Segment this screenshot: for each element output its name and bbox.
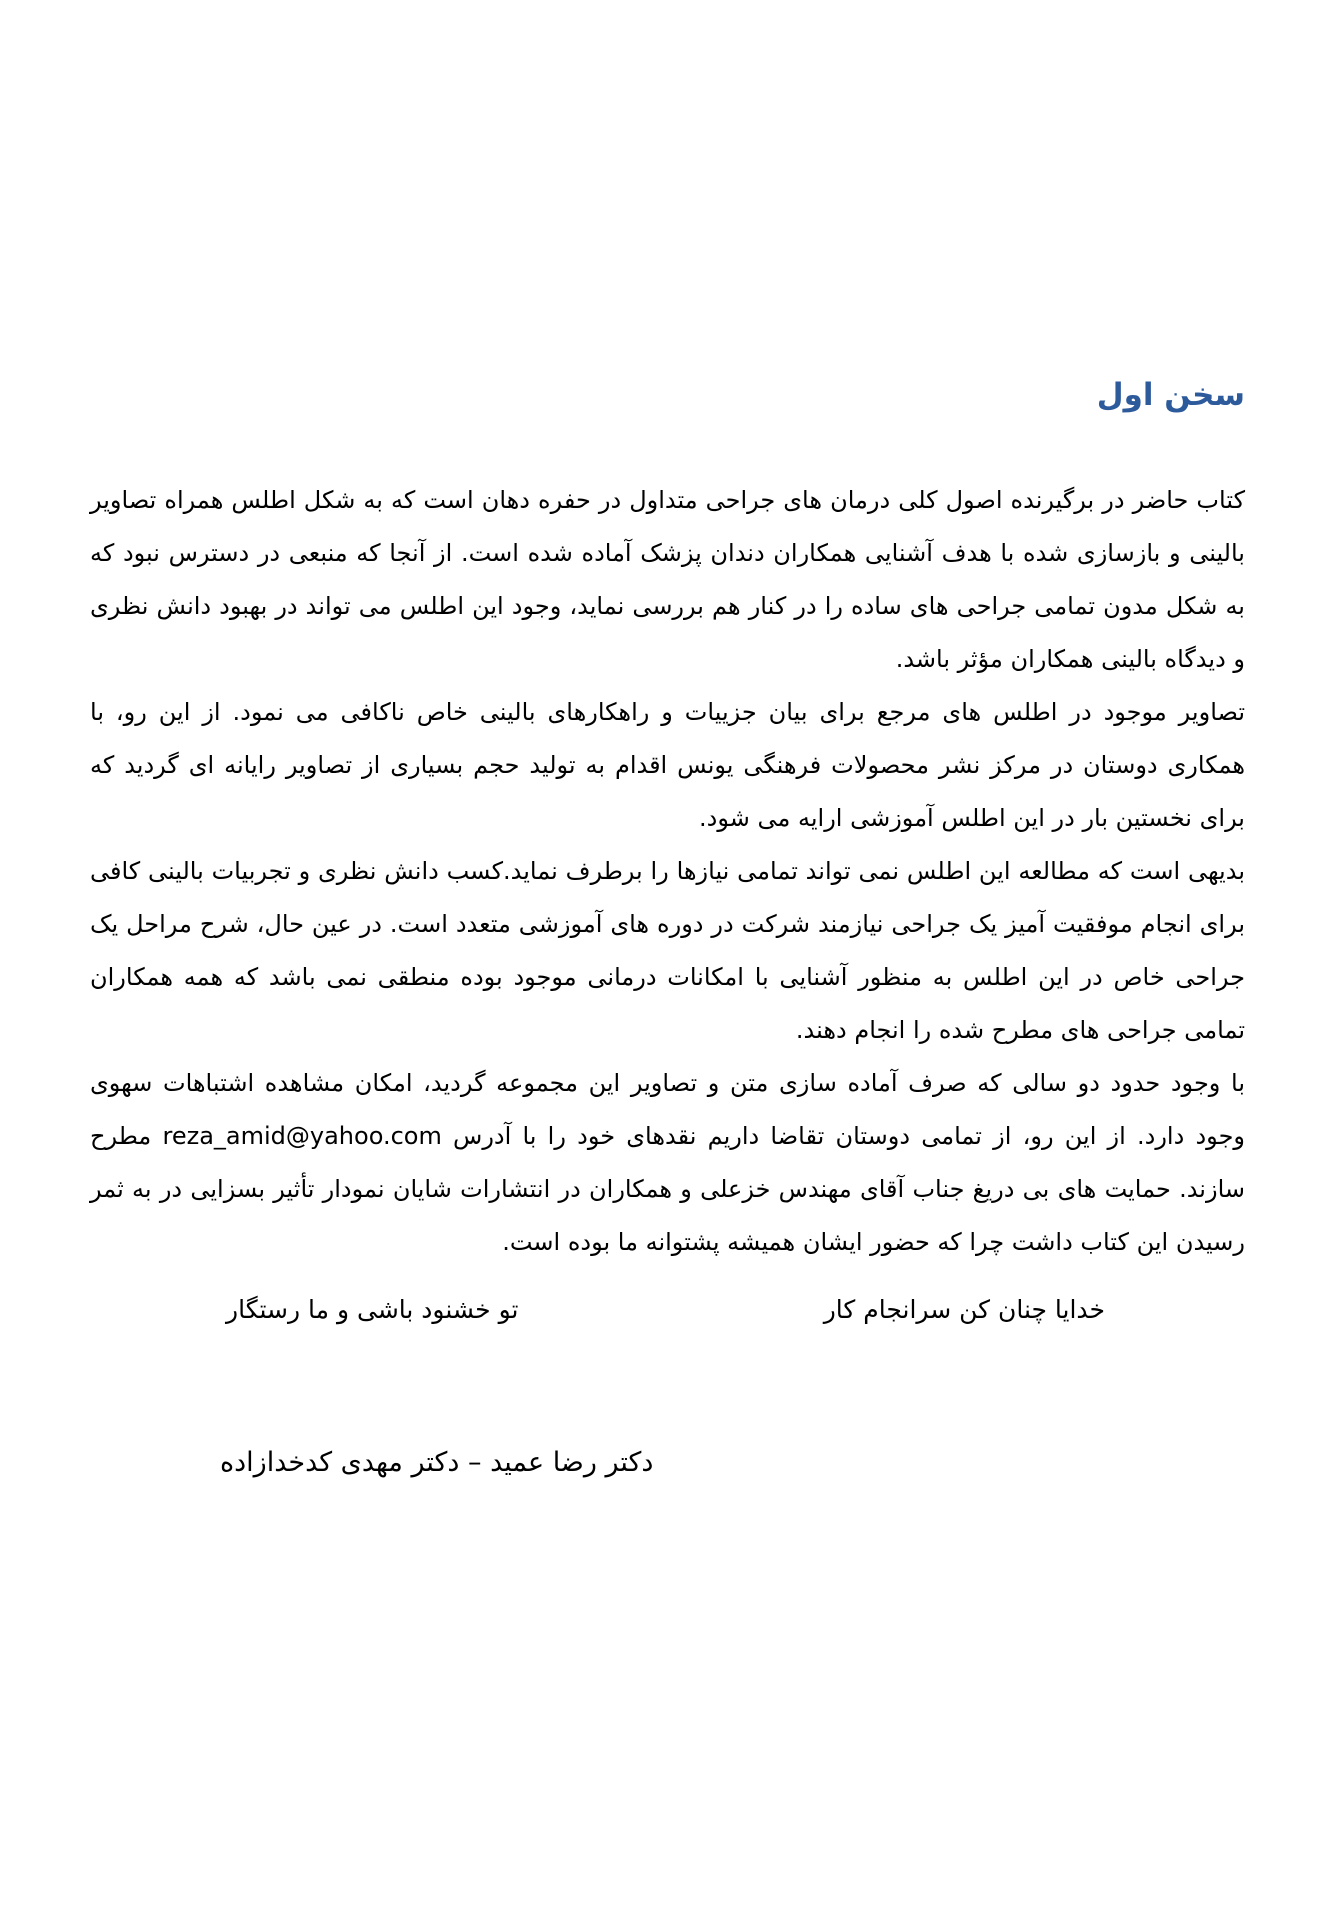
paragraph-4: با وجود حدود دو سالی که صرف آماده سازی متن و تصاویر این مجموعه گردید، امکان مشاهده اشتباهات سهوی وجود دارد. از این رو، از تمامی دوستان تقاضا داریم نقدهای خود را با آدرس reza_amid@yahoo.com مطرح سازند. حمایت های بی دریغ جناب آقای مهندس خزعلی و همکاران در انتشارات شایان نمودار تأثیر بسزایی در به ثمر رسیدن این کتاب داشت چرا که حضور ایشان همیشه پشتوانه ما بوده است.	[90, 1069, 1245, 1256]
paragraph-2: تصاویر موجود در اطلس های مرجع برای بیان جزییات و راهکارهای بالینی خاص ناکافی می نمود. از این رو، با همکاری دوستان در مرکز نشر محصولات فرهنگی یونس اقدام به تولید حجم بسیاری از تصاویر رایانه ای گردید که برای نخستین بار در این اطلس آموزشی ارایه می شود.	[90, 698, 1245, 832]
paragraph-3: بدیهی است که مطالعه این اطلس نمی تواند تمامی نیازها را برطرف نماید.کسب دانش نظری و تجربیات بالینی کافی برای انجام موفقیت آمیز یک جراحی نیازمند شرکت در دوره های آموزشی متعدد است. در عین حال، شرح مراحل یک جراحی خاص در این اطلس به منظور آشنایی با امکانات درمانی موجود بوده منطقی نمی باشد که همه همکاران تمامی جراحی های مطرح شده را انجام دهند.	[90, 857, 1245, 1044]
body-text	[90, 474, 1245, 1269]
page-title: سخن اول	[1096, 377, 1245, 413]
couplet-left-hemistich: تو خشنود باشی و ما رستگار	[226, 1295, 519, 1324]
couplet-right-hemistich: خدایا چنان کن سرانجام کار	[823, 1295, 1105, 1324]
paragraph-1: کتاب حاضر در برگیرنده اصول کلی درمان های جراحی متداول در حفره دهان است که به شکل اطلس همراه تصاویر بالینی و بازسازی شده با هدف آشنایی همکاران دندان پزشک آماده شده است. از آنجا که منبعی در دسترس نبود که به شکل مدون تمامی جراحی های ساده را در کنار هم بررسی نماید، وجود این اطلس می تواند در بهبود دانش نظری و دیدگاه بالینی همکاران مؤثر باشد.	[90, 486, 1245, 673]
authors-signature: دکتر رضا عمید – دکتر مهدی کدخدازاده	[220, 1447, 654, 1478]
text-column	[90, 0, 1245, 1269]
